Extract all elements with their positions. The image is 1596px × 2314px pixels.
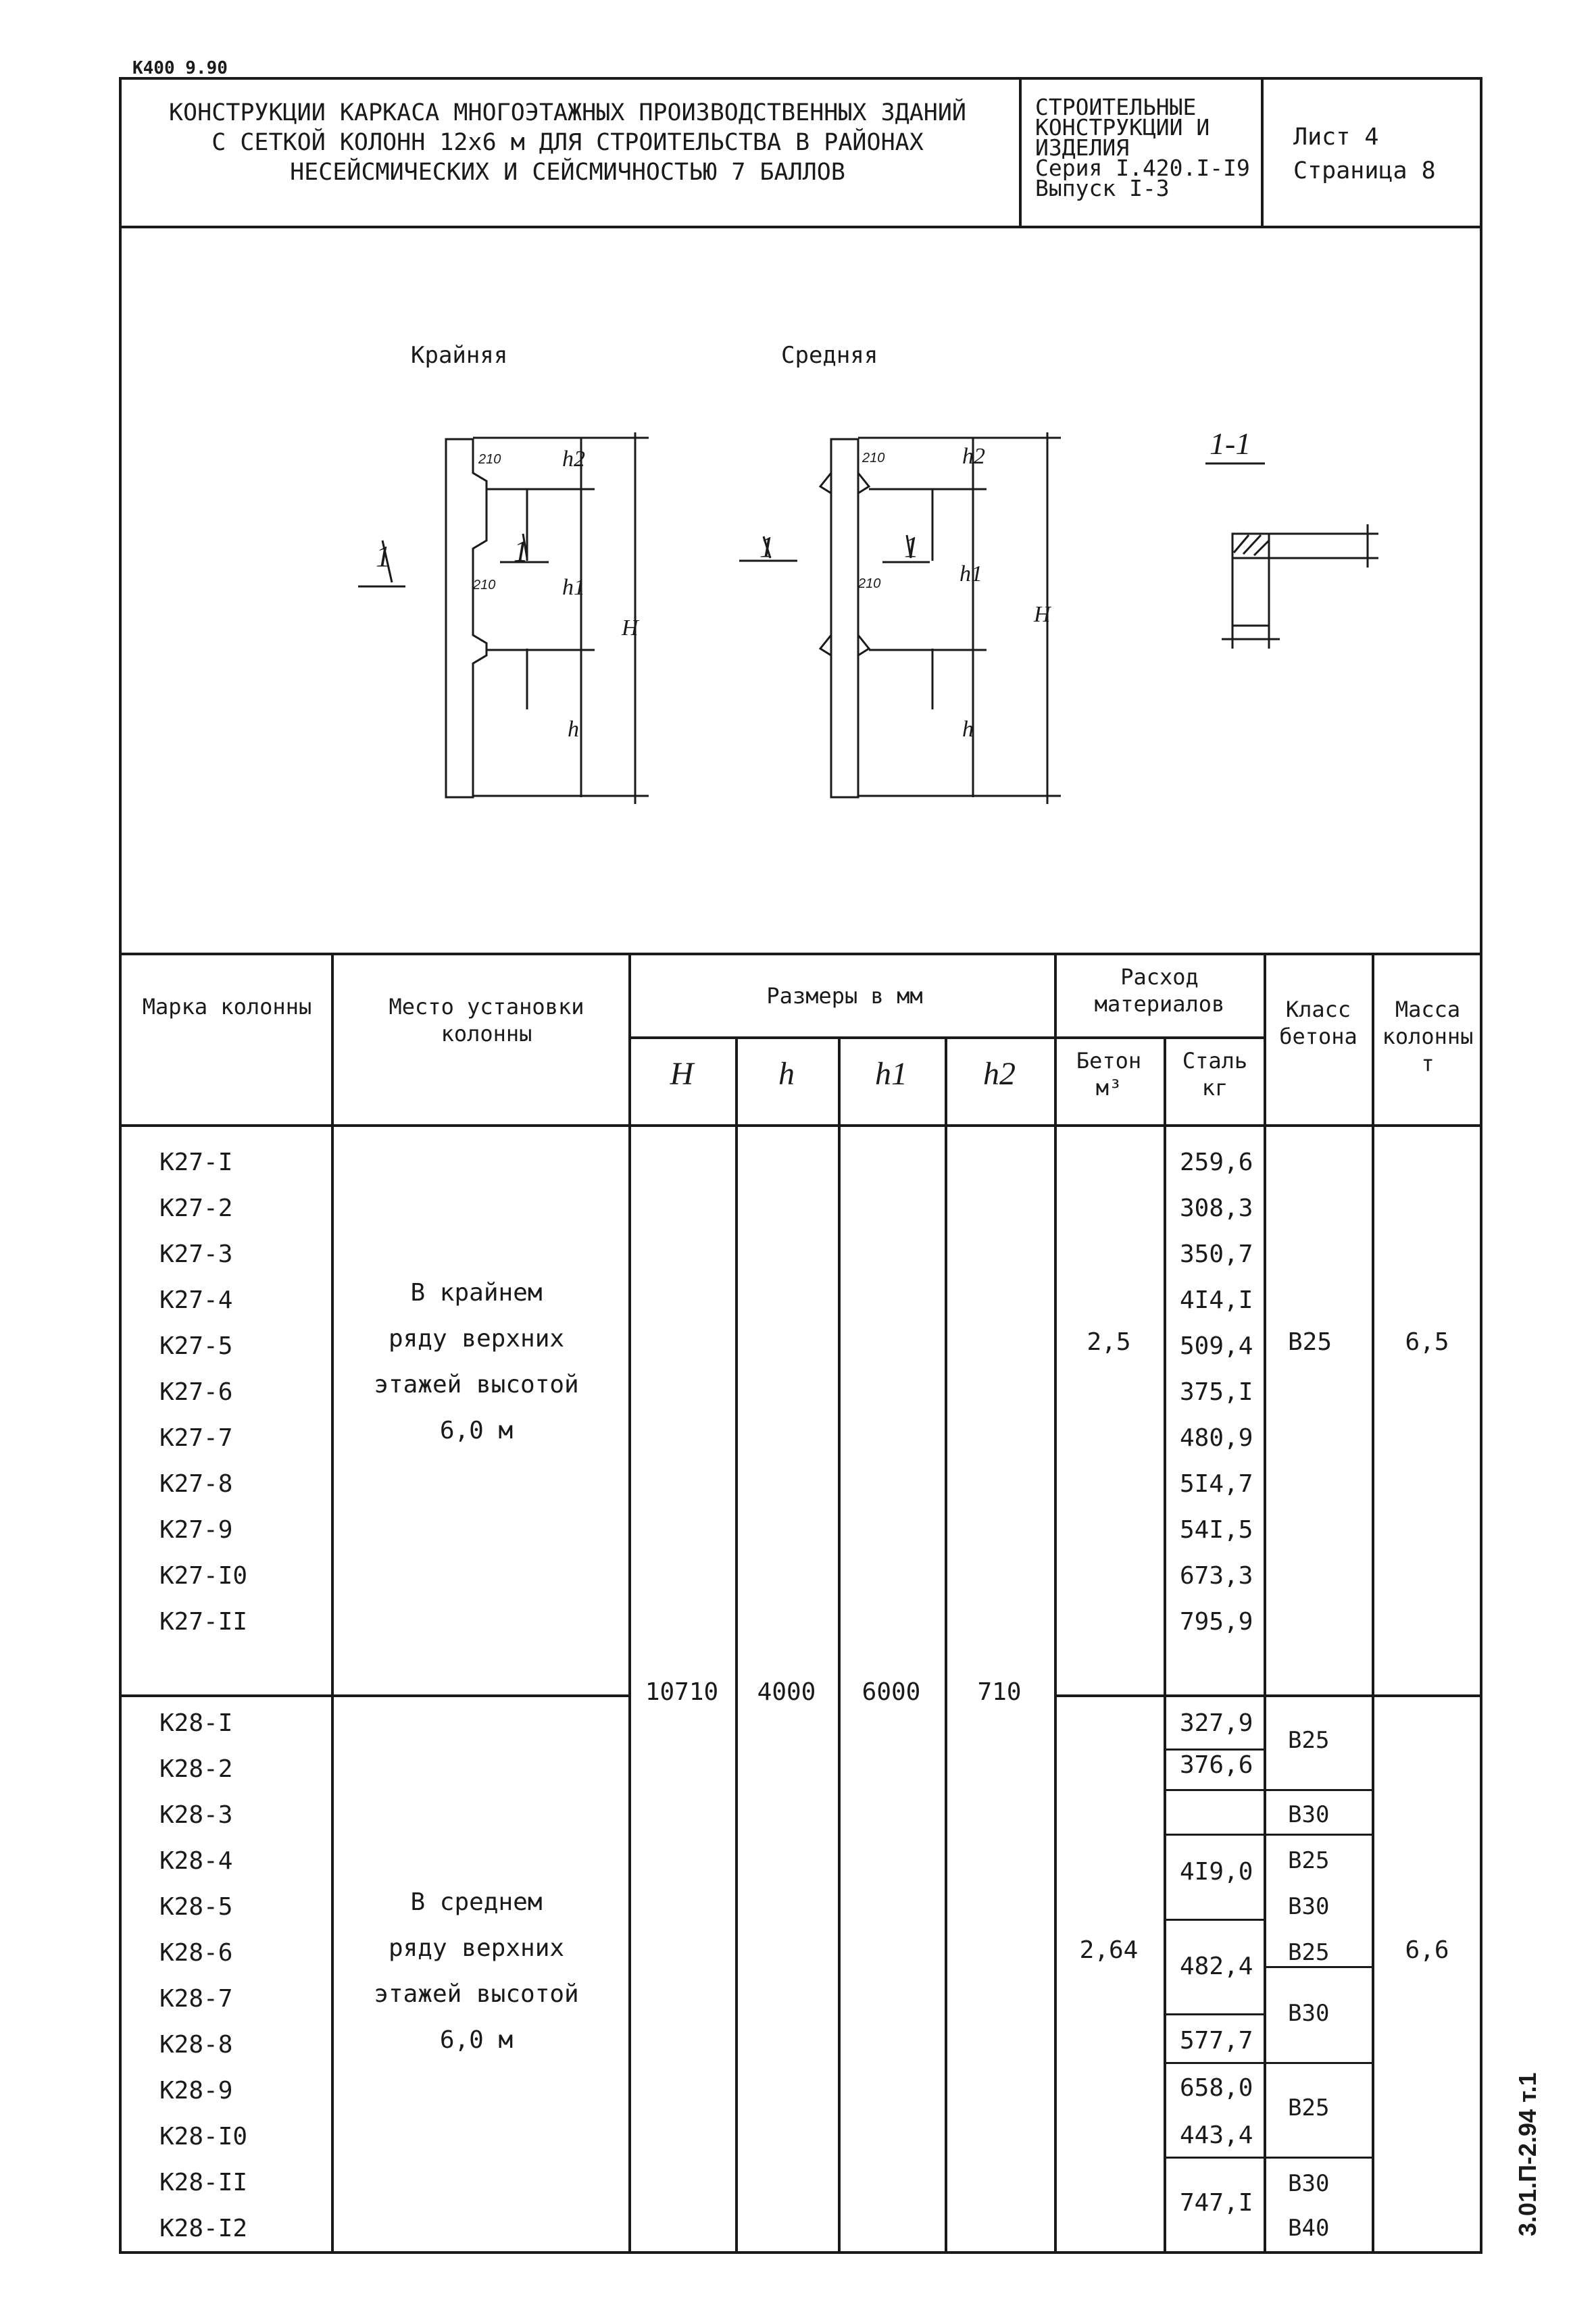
group1-steel-9: 54I,5 [1180,1516,1253,1544]
g2-class-line-2 [1264,1834,1372,1836]
group1-steel-5: 509,4 [1180,1332,1253,1360]
group2-class-8: В30 [1288,2170,1330,2197]
group1-class: В25 [1288,1328,1332,1356]
cut-mark-edge-2: 1 [514,534,528,568]
group2-steel-1: 327,9 [1180,1709,1253,1737]
g2-class-line-4 [1264,2062,1372,2064]
col-line-9 [1372,953,1374,2254]
group2-mark-7: К28-7 [159,1985,233,2013]
header-mass: Масса колонны т [1382,997,1474,1076]
group1-mark-10: К27-I0 [159,1562,248,1590]
page-number: Страница 8 [1293,157,1436,184]
g2-steel-line-2 [1164,1789,1264,1791]
g2-steel-line-7 [1164,2157,1264,2159]
side-document-code: 3.01.П-2.94 т.1 [1514,2072,1541,2236]
dim-210-edge-top: 210 [478,452,501,467]
g2-steel-line-6 [1164,2062,1264,2064]
group1-steel-4: 4I4,I [1180,1286,1253,1314]
group2-class-2: В30 [1288,1801,1330,1828]
group1-concrete: 2,5 [1087,1328,1131,1356]
group2-steel-2: 376,6 [1180,1751,1253,1779]
dim-h2-edge: h2 [562,447,585,472]
group2-steel-5: 577,7 [1180,2027,1253,2055]
group2-mark-6: К28-6 [159,1939,233,1967]
col-line-6 [1054,953,1057,2254]
group1-mark-5: К27-5 [159,1332,233,1360]
g2-steel-line-5 [1164,2013,1264,2015]
dim-h1-middle: h1 [959,561,982,586]
col-line-2 [628,953,631,2254]
group1-steel-8: 5I4,7 [1180,1470,1253,1498]
sheet-number: Лист 4 [1293,124,1379,151]
header-mark: Марка колонны [142,994,312,1020]
dim-h2-middle: h2 [962,444,985,469]
header-place: Место установки колонны [389,994,584,1047]
value-h2: 710 [977,1678,1022,1706]
group2-mark-3: К28-3 [159,1801,233,1829]
group2-mark-11: К28-II [159,2169,248,2196]
group1-mass: 6,5 [1405,1328,1449,1356]
dim-h-middle: h [962,717,974,742]
group2-mark-8: К28-8 [159,2031,233,2059]
dim-H-middle: H [1034,602,1051,627]
group2-concrete: 2,64 [1079,1936,1139,1964]
group2-mass: 6,6 [1405,1936,1449,1964]
header-sizes: Размеры в мм [766,983,923,1009]
dim-h-edge: h [568,717,579,742]
series-info: СТРОИТЕЛЬНЫЕ КОНСТРУКЦИИ И ИЗДЕЛИЯ Серия I.420.I-I9 Выпуск I-3 [1035,94,1250,201]
document-title: КОНСТРУКЦИИ КАРКАСА МНОГОЭТАЖНЫХ ПРОИЗВОДСТВЕННЫХ ЗДАНИЙ С СЕТКОЙ КОЛОНН 12х6 м ДЛЯ СТРОИТЕЛЬСТВА В РАЙОНАХ НЕСЕЙСМИЧЕСКИХ И СЕЙСМИЧНОСТЬЮ 7 БАЛЛОВ [168,99,967,186]
group2-place: В среднем ряду верхних этажей высотой 6,0 м [374,1888,579,2054]
group1-mark-11: К27-II [159,1608,248,1636]
value-h1: 6000 [862,1678,921,1706]
col-line-8 [1264,953,1266,2254]
header-materials: Расход материалов [1094,964,1225,1017]
materials-subheader-line [1054,1036,1264,1039]
group2-class-1: В25 [1288,1727,1330,1754]
cut-mark-edge: 1 [376,540,391,573]
group1-mark-9: К27-9 [159,1516,233,1544]
group1-mark-1: К27-I [159,1149,233,1176]
group2-steel-4: 482,4 [1180,1953,1253,1980]
group2-mark-12: К28-I2 [159,2215,248,2242]
group2-steel-3: 4I9,0 [1180,1858,1253,1886]
value-H: 10710 [645,1678,719,1706]
table-header-bottom [119,1124,1482,1127]
middle-column-label: Средняя [781,342,878,369]
group2-steel-7: 443,4 [1180,2121,1253,2149]
group2-mark-9: К28-9 [159,2077,233,2105]
dim-H-edge: H [622,615,639,640]
group1-place: В крайнем ряду верхних этажей высотой 6,0 м [374,1279,579,1444]
group1-steel-3: 350,7 [1180,1240,1253,1268]
group1-mark-6: К27-6 [159,1378,233,1406]
col-line-3 [735,1036,738,2254]
g2-class-line-1 [1264,1789,1372,1791]
group2-mark-10: К28-I0 [159,2123,248,2150]
group2-mark-5: К28-5 [159,1893,233,1921]
header-concrete: Бетон м³ [1076,1048,1142,1101]
group2-class-5: В25 [1288,1939,1330,1966]
value-h: 4000 [757,1678,816,1706]
group-divider-right [1054,1694,1482,1697]
cut-mark-middle-2: 1 [904,530,919,563]
group1-steel-6: 375,I [1180,1378,1253,1406]
group1-mark-7: К27-7 [159,1424,233,1452]
edge-column-label: Крайняя [411,342,508,369]
group2-class-6: В30 [1288,2000,1330,2027]
table-top-border [119,953,1482,955]
g2-class-line-5 [1264,2157,1372,2159]
section-label: 1-1 [1210,426,1251,461]
group2-mark-2: К28-2 [159,1755,233,1783]
group2-steel-6: 658,0 [1180,2074,1253,2102]
header-steel: Сталь кг [1182,1048,1248,1101]
dim-210-edge-mid: 210 [473,578,496,593]
group2-class-7: В25 [1288,2094,1330,2121]
dim-210-middle-top: 210 [862,451,885,466]
col-line-7 [1164,1036,1166,2254]
group1-mark-2: К27-2 [159,1194,233,1222]
group1-steel-2: 308,3 [1180,1194,1253,1222]
dim-h1-edge: h1 [562,575,585,600]
header-h2: h2 [983,1056,1016,1092]
col-line-4 [838,1036,841,2254]
group1-mark-3: К27-3 [159,1240,233,1268]
group1-steel-1: 259,6 [1180,1149,1253,1176]
header-h: h [778,1056,795,1092]
g2-steel-line-3 [1164,1834,1264,1836]
group1-steel-11: 795,9 [1180,1608,1253,1636]
group2-class-3: В25 [1288,1847,1330,1874]
col-line-1 [331,953,334,2254]
header-class: Класс бетона [1279,997,1357,1049]
group2-mark-4: К28-4 [159,1847,233,1875]
column-drawings [0,0,1596,946]
document-code: К400 9.90 [132,58,228,78]
group-divider-left [119,1694,630,1697]
group1-mark-8: К27-8 [159,1470,233,1498]
header-H: H [670,1056,694,1092]
group2-class-9: В40 [1288,2215,1330,2242]
dim-210-middle-mid: 210 [858,576,881,591]
g2-class-line-3 [1264,1966,1372,1968]
group1-steel-7: 480,9 [1180,1424,1253,1452]
g2-steel-line-1 [1164,1749,1264,1751]
group2-mark-1: К28-I [159,1709,233,1737]
group2-steel-8: 747,I [1180,2189,1253,2217]
group2-class-4: В30 [1288,1893,1330,1920]
col-line-5 [945,1036,947,2254]
header-h1: h1 [875,1056,907,1092]
group1-mark-4: К27-4 [159,1286,233,1314]
g2-steel-line-4 [1164,1919,1264,1921]
cut-mark-middle: 1 [759,530,774,563]
group1-steel-10: 673,3 [1180,1562,1253,1590]
